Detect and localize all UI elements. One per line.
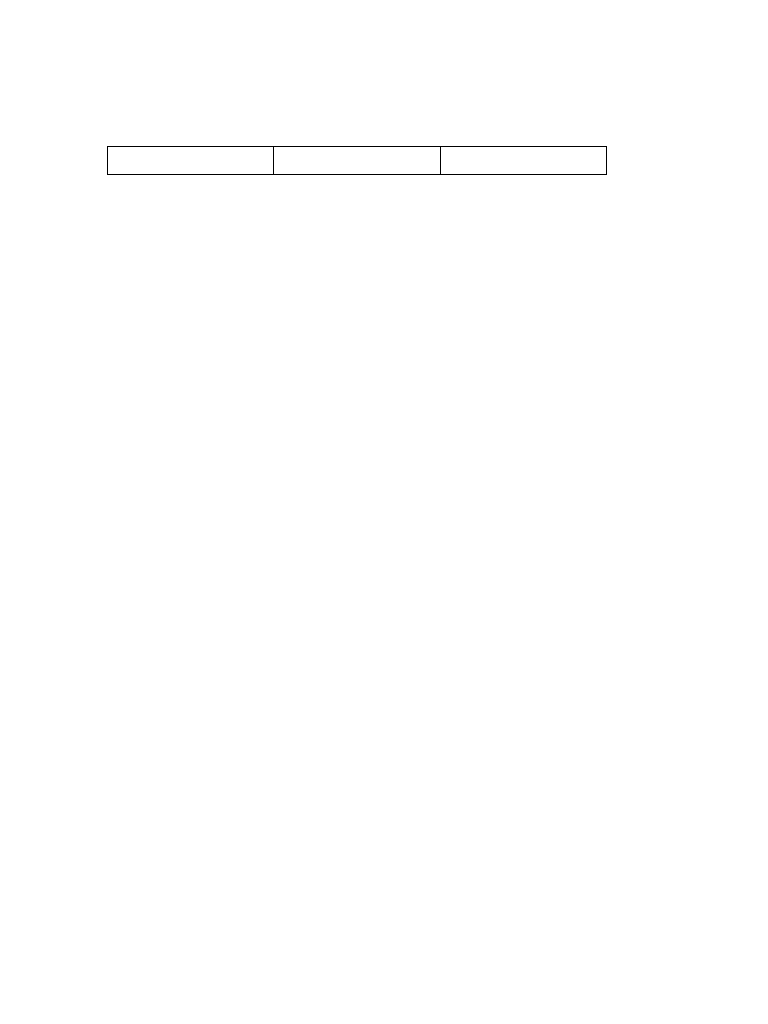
chart-header-row	[108, 147, 607, 175]
header-comparative	[274, 147, 440, 175]
header-superlative	[440, 147, 606, 175]
header-adjective	[108, 147, 274, 175]
adjective-chart	[107, 146, 607, 175]
